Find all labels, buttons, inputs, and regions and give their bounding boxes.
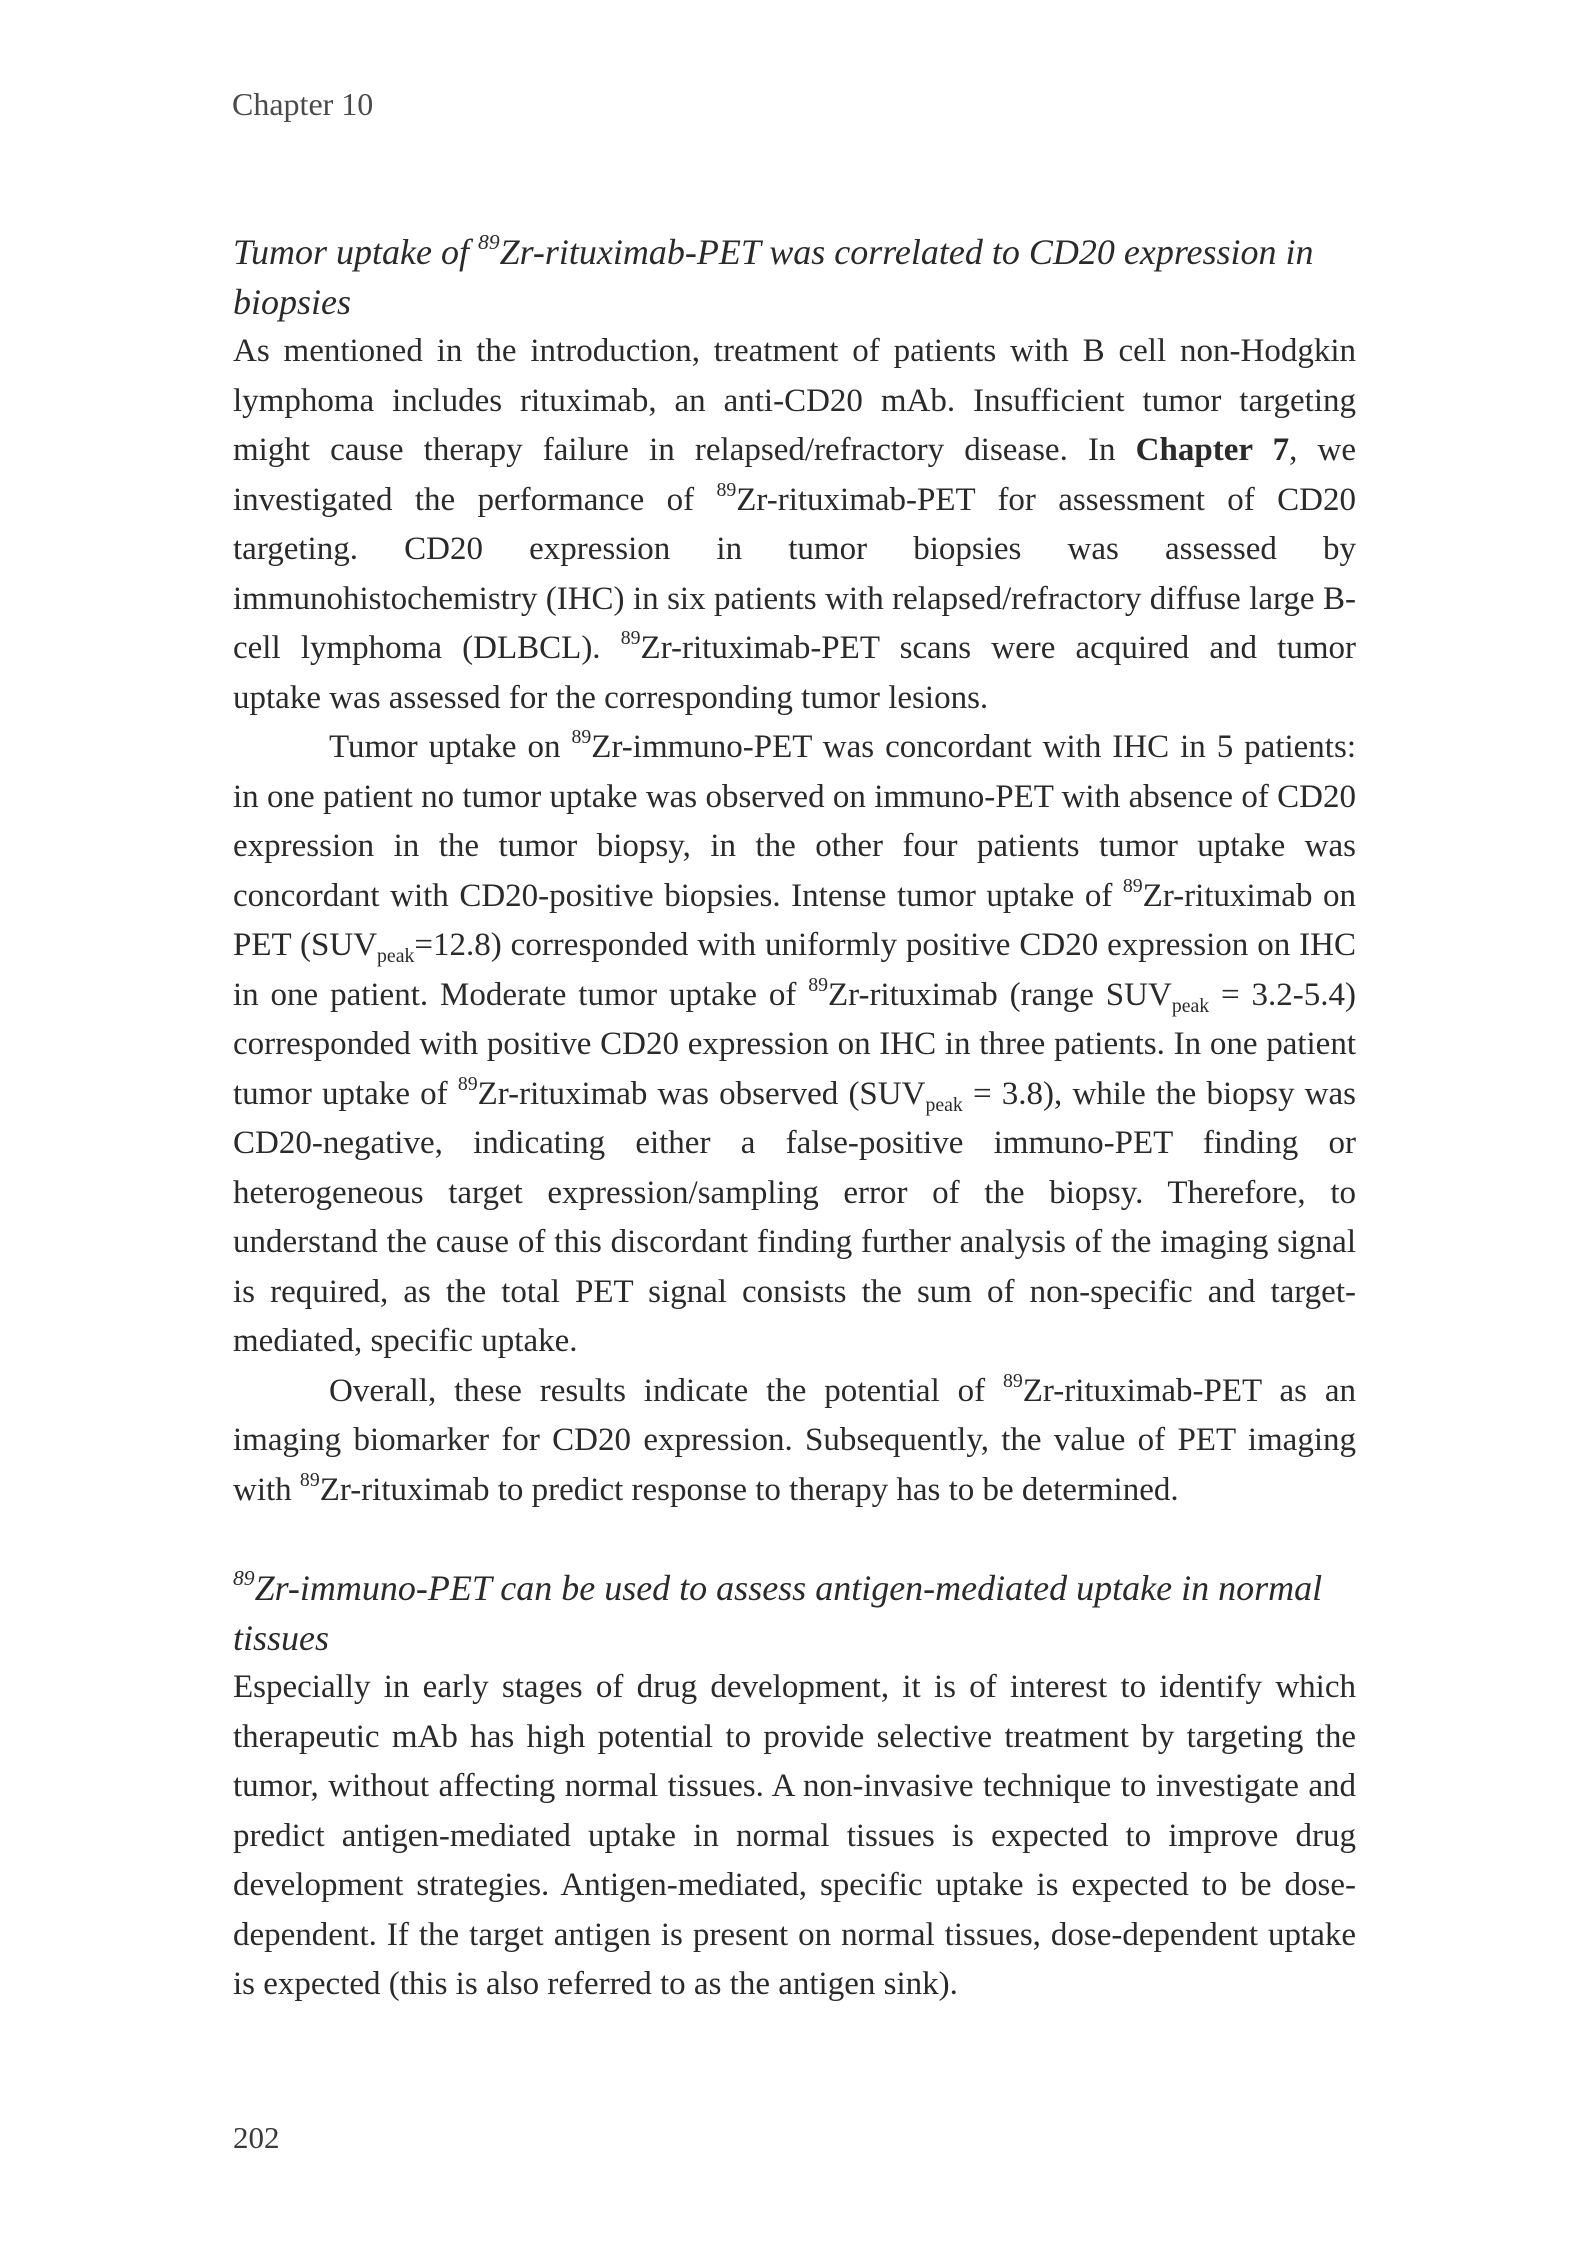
running-head: Chapter 10 [232,86,374,122]
section-heading-cd20: Tumor uptake of $^{89}$Zr-rituximab-PET was correlated to CD20 expression in biopsies [233,229,1314,322]
paragraph-introduction: As mentioned in the introduction, treatment of patients with B cell non-Hodgkin lymphoma includes rituximab, an anti-CD20 mAb. Insufficient tumor targeting might cause therapy failure in relapsed/refractory disease. In Chapter 7, we investigated the performance of $^{89}$Zr-rituximab-PET for assessment of CD20 targeting. CD20 expression in tumor biopsies was assessed by immunohistochemistry (IHC) in six patients with relapsed/refractory diffuse large B-cell lymphoma (DLBCL). $^{89}$Zr-rituximab-PET scans were acquired and tumor uptake was assessed for the corresponding tumor lesions. [233,333,1356,716]
paragraph-drug-development: Especially in early stages of drug development, it is of interest to identify which therapeutic mAb has high potential to provide selective treatment by targeting the tumor, without affecting normal tissues. A non-invasive technique to investigate and predict antigen-mediated uptake in normal tissues is expected to improve drug development strategies. Antigen-mediated, specific uptake is expected to be dose-dependent. If the target antigen is present on normal tissues, dose-dependent uptake is expected (this is also referred to as the antigen sink). [233,1669,1356,2002]
paragraph-conclusion: Overall, these results indicate the potential of $^{89}$Zr-rituximab-PET as an imaging biomarker for CD20 expression. Subsequently, the value of PET imaging with $^{89}$Zr-rituximab to predict response to therapy has to be determined. [233,1369,1356,1508]
page-content [233,228,1356,2010]
chapter-reference: Chapter 7 [1135,432,1290,468]
page-number: 202 [233,2120,280,2155]
paragraph-results: Tumor uptake on $^{89}$Zr-immuno-PET was concordant with IHC in 5 patients: in one patient no tumor uptake was observed on immuno-PET with absence of CD20 expression in the tumor biopsy, in the other four patients tumor uptake was concordant with CD20-positive biopsies. Intense tumor uptake of $^{89}$Zr-rituximab on PET $(SUV_{peak}=12.8)$ corresponded with uniformly positive CD20 expression on IHC in one patient. Moderate tumor uptake of $^{89}$Zr-rituximab (range $SUV_{peak} = 3.2-5.4$) corresponded with positive CD20 expression on IHC in three patients. In one patient tumor uptake of $^{89}$Zr-rituximab was observed $(SUV_{peak} = 3.8)$, while the biopsy was CD20-negative, indicating either a false-positive immuno-PET finding or heterogeneous target expression/sampling error of the biopsy. Therefore, to understand the cause of this discordant finding further analysis of the imaging signal is required, as the total PET signal consists the sum of non-specific and target-mediated, specific uptake. [233,726,1357,1359]
section-heading-normal-tissues: $^{89}$Zr-immuno-PET can be used to assess antigen-mediated uptake in normal tissues [233,1565,1323,1658]
